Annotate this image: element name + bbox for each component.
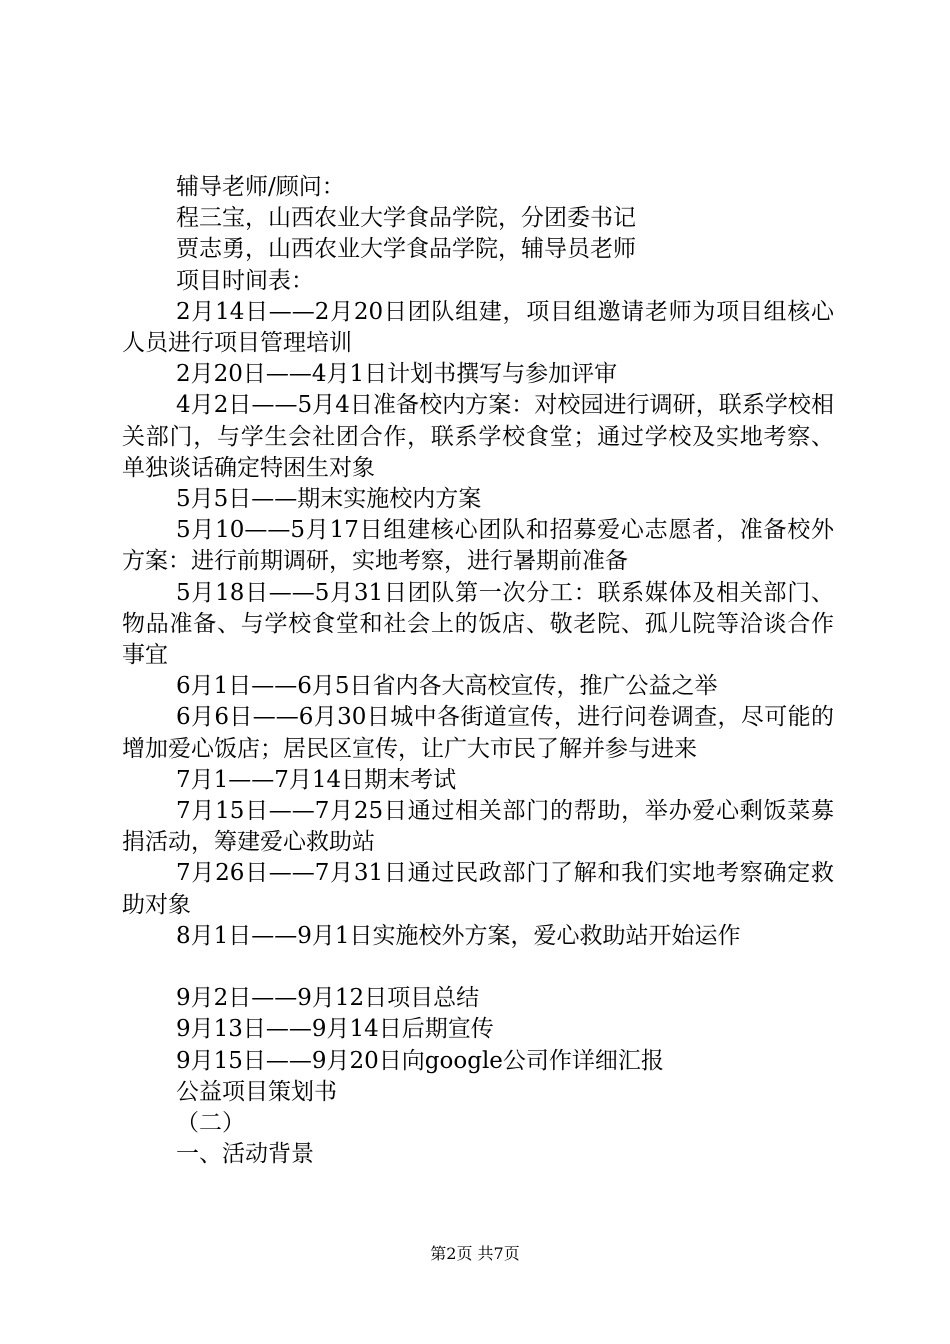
paragraph-schedule-item: 6月1日——6月5日省内各大高校宣传，推广公益之举 — [176, 673, 718, 700]
paragraph-section-number: （二） — [176, 1110, 245, 1137]
blank-line — [122, 952, 834, 983]
paragraph-schedule-item: 9月13日——9月14日后期宣传 — [176, 1016, 494, 1043]
paragraph-advisor-1: 程三宝，山西农业大学食品学院，分团委书记 — [176, 205, 636, 232]
paragraph-schedule-item: 5月10——5月17日组建核心团队和招募爱心志愿者，准备校外方案：进行前期调研，实地考察，进行暑期前准备 — [122, 517, 834, 575]
paragraph-schedule-item: 8月1日——9月1日实施校外方案，爱心救助站开始运作 — [176, 922, 741, 949]
paragraph-advisors-heading: 辅导老师/顾问： — [176, 174, 345, 200]
paragraph-schedule-item: 6月6日——6月30日城中各街道宣传，进行问卷调查，尽可能的增加爱心饭店；居民区宣传，让广大市民了解并参与进来 — [122, 704, 834, 762]
paragraph-schedule-item: 5月5日——期末实施校内方案 — [176, 486, 482, 513]
paragraph-schedule-item: 9月2日——9月12日项目总结 — [176, 985, 480, 1012]
paragraph-subsection-heading: 一、活动背景 — [176, 1141, 314, 1168]
paragraph-schedule-item: 7月1——7月14日期末考试 — [176, 766, 457, 793]
paragraph-schedule-item: 7月15日——7月25日通过相关部门的帮助，举办爱心剩饭菜募捐活动，筹建爱心救助站 — [122, 798, 834, 856]
document-body — [122, 172, 834, 1170]
paragraph-schedule-item: 2月14日——2月20日团队组建，项目组邀请老师为项目组核心人员进行项目管理培训 — [122, 298, 834, 357]
paragraph-schedule-item: 2月20日——4月1日计划书撰写与参加评审 — [176, 361, 618, 388]
paragraph-section-title: 公益项目策划书 — [176, 1078, 337, 1105]
paragraph-advisor-2: 贾志勇，山西农业大学食品学院，辅导员老师 — [176, 236, 636, 263]
paragraph-schedule-heading: 项目时间表： — [176, 267, 314, 294]
page-number-footer: 第2页 共7页 — [430, 1244, 520, 1263]
paragraph-schedule-item: 4月2日——5月4日准备校内方案：对校园进行调研，联系学校相关部门，与学生会社团合作，联系学校食堂；通过学校及实地考察、单独谈话确定特困生对象 — [122, 392, 834, 481]
paragraph-schedule-item: 9月15日——9月20日向google公司作详细汇报 — [176, 1047, 664, 1074]
paragraph-schedule-item: 7月26日——7月31日通过民政部门了解和我们实地考察确定救助对象 — [122, 860, 834, 918]
paragraph-schedule-item: 5月18日——5月31日团队第一次分工：联系媒体及相关部门、物品准备、与学校食堂和社会上的饭店、敬老院、孤儿院等洽谈合作事宜 — [122, 579, 834, 669]
